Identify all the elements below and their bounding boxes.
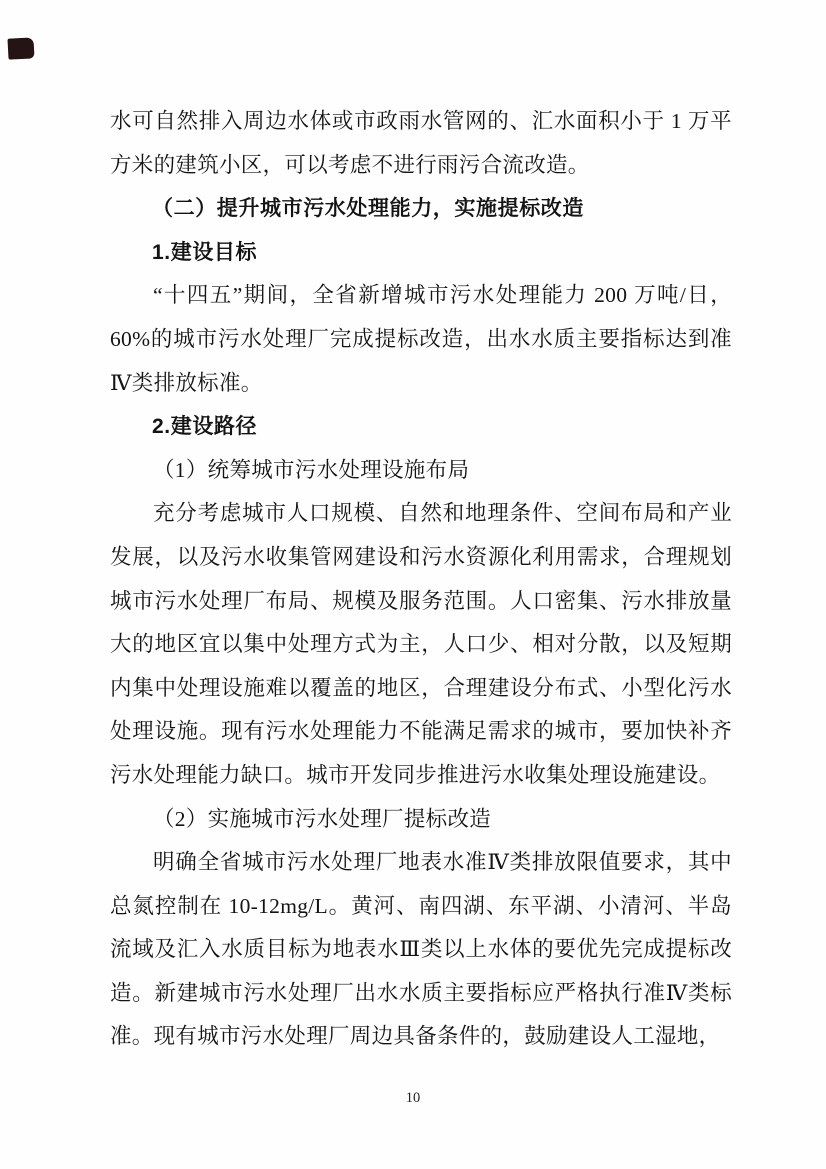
scan-artifact-mark [7,37,34,59]
list-item-heading-1: （1）统筹城市污水处理设施布局 [153,457,470,482]
paragraph-layout-planning: 充分考虑城市人口规模、自然和地理条件、空间布局和产业发展，以及污水收集管网建设和污水资源化利用需求，合理规划城市污水处理厂布局、规模及服务范围。人口密集、污水排放量大的地区宜以集中处理方式为主，人口少、相对分散，以及短期内集中处理设施难以覆盖的地区，合理建设分布式、小型化污水处理设施。现有污水处理能力不能满足需求的城市，要加快补齐污水处理能力缺口。城市开发同步推进污水收集处理设施建设。 [110,501,732,787]
paragraph-goals: “十四五”期间，全省新增城市污水处理能力 200 万吨/日，60%的城市污水处理厂完成提标改造，出水水质主要指标达到准Ⅳ类排放标准。 [110,283,732,395]
page-number: 10 [405,1090,421,1106]
continuation-paragraph: 水可自然排入周边水体或市政雨水管网的、汇水面积小于 1 万平方米的建筑小区，可以考虑不进行雨污合流改造。 [110,109,732,177]
subsection-heading-1: 1.建设目标 [152,240,258,264]
subsection-heading-2: 2.建设路径 [152,415,258,439]
document-content [110,100,732,1059]
section-heading: （二）提升城市污水处理能力，实施提标改造 [152,197,584,221]
paragraph-upgrade-standards: 明确全省城市污水处理厂地表水准Ⅳ类排放限值要求，其中总氮控制在 10-12mg/L。黄河、南四湖、东平湖、小清河、半岛流域及汇入水质目标为地表水Ⅲ类以上水体的要优先完成提标改造。新建城市污水处理厂出水水质主要指标应严格执行准Ⅳ类标准。现有城市污水处理厂周边具备条件的，鼓励建设人工湿地， [110,850,732,1049]
list-item-heading-2: （2）实施城市污水处理厂提标改造 [153,806,492,831]
